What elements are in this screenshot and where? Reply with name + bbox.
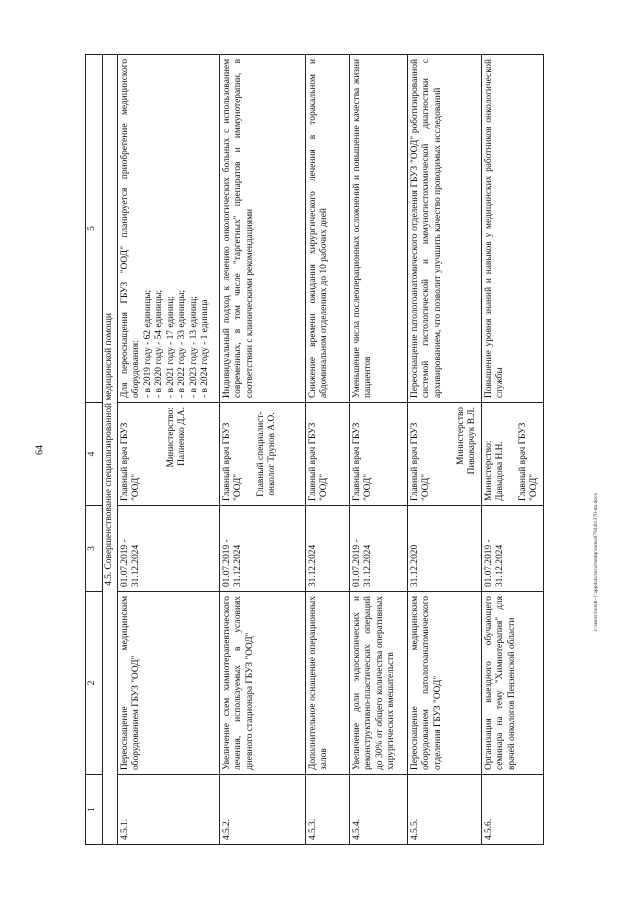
row-number: 4.5.5. — [407, 775, 481, 845]
result-cell — [117, 55, 219, 403]
column-number-row — [86, 55, 103, 845]
table-row — [481, 55, 543, 845]
result-item: - в 2024 году - 1 единица — [200, 299, 210, 398]
row-number: 4.5.3. — [305, 775, 349, 845]
responsible-cell — [117, 403, 219, 506]
responsible-main: Министерство: Давыдова Н.Н. — [483, 440, 505, 501]
measure-cell: Переоснащение медицинским оборудованием патологоанатомического отделения ГБУЗ "ООД" — [407, 592, 481, 775]
responsible-cell — [481, 403, 543, 506]
measure-cell: Увеличение схем химиотерапевтического лечения, используемых в условиях дневного стационара ГБУЗ "ООД" — [219, 592, 305, 775]
footer-file-path: c:\users\borsh~1\appdata\local\temp\notes87944b\370-nn.docx — [593, 492, 599, 632]
column-number: 3 — [86, 506, 103, 592]
action-plan-table — [85, 54, 544, 845]
result-cell: Уменьшение числа послеоперационных осложнений и повышение качества жизни пациентов — [349, 55, 407, 403]
column-number: 4 — [86, 403, 103, 506]
result-cell: Повышение уровня знаний и навыков у медицинских работников онкологической службы — [481, 55, 543, 403]
table-row — [407, 55, 481, 845]
responsible-cell: Главный врач ГБУЗ "ООД" — [349, 403, 407, 506]
page-number: 64 — [34, 445, 46, 455]
responsible-cell — [407, 403, 481, 506]
result-cell: Снижение времени ожидания хирургического лечения в торакальном и абдоминальном отделениях до 10 рабочих дней — [305, 55, 349, 403]
result-intro: Для переоснащения ГБУЗ "ООД" планируется приобретение медицинского оборудования: — [119, 59, 141, 398]
measure-cell: Дополнительное оснащение операционных залов — [305, 592, 349, 775]
result-item: - в 2020 году - 54 единицы; — [154, 289, 164, 398]
section-title: 4.5. Совершенствование специализированной медицинской помощи — [103, 55, 118, 845]
measure-cell: Увеличение доли эндоскопических и реконструктивно-пластических операций до 30% от общего количества оперативных хирургических вмешательств — [349, 592, 407, 775]
result-item: - в 2023 году - 13 единиц; — [188, 296, 199, 398]
column-number: 5 — [86, 55, 103, 403]
row-number: 4.5.4. — [349, 775, 407, 845]
row-number: 4.5.1. — [117, 775, 219, 845]
responsible-extra: Министерство: Палиенко Д.А. — [165, 407, 187, 468]
responsible-cell — [219, 403, 305, 506]
responsible-main: Главный врач ГБУЗ "ООД" — [409, 422, 431, 501]
responsible-main: Главный врач ГБУЗ "ООД" — [119, 422, 141, 501]
rotated-table-sheet — [85, 55, 539, 845]
responsible-extra: Министерство Пивоварчук В.Л. — [455, 407, 477, 475]
section-row — [103, 55, 118, 845]
responsible-main: Главный врач ГБУЗ "ООД" — [221, 422, 243, 501]
column-number: 1 — [86, 775, 103, 845]
period-cell: 01.07.2019 - 31.12.2024 — [219, 506, 305, 592]
responsible-extra: Главный специалист-онколог Трунов А.О. — [255, 411, 277, 497]
result-cell: Переоснащение патологоанатомического отделения ГБУЗ "ООД" роботизированной системой гистологической и иммуногистохимической диагностики с архивированием, что позволит улучшить качество проводимых исследований — [407, 55, 481, 403]
measure-cell: Организация выездного обучающего семинара на тему "Химиотерапия" для врачей онкологов Пензенской области — [481, 592, 543, 775]
result-item: - в 2019 году - 62 единицы; — [142, 289, 153, 398]
result-item: - в 2021 году - 17 единиц; — [165, 296, 176, 398]
result-cell: Индивидуальный подход к лечению онкологических больных с использованием современных, в том числе "таргетных" препаратов и иммунотерапии, в соответствии с клиническими рекомендациями — [219, 55, 305, 403]
period-cell: 01.07.2019 - 31.12.2024 — [349, 506, 407, 592]
period-cell: 31.12.2024 — [305, 506, 349, 592]
table-row — [117, 55, 219, 845]
row-number: 4.5.6. — [481, 775, 543, 845]
column-number: 2 — [86, 592, 103, 775]
responsible-cell: Главный врач ГБУЗ "ООД" — [305, 403, 349, 506]
period-cell: 31.12.2020 — [407, 506, 481, 592]
period-cell: 01.07.2019 - 31.12.2024 — [481, 506, 543, 592]
measure-cell: Переоснащение медицинским оборудованием ГБУЗ "ООД" — [117, 592, 219, 775]
table-row — [349, 55, 407, 845]
period-cell: 01.07.2019 - 31.12.2024 — [117, 506, 219, 592]
responsible-extra: Главный врач ГБУЗ "ООД" — [517, 422, 539, 501]
result-item: - в 2022 году - 33 единицы; — [177, 289, 187, 398]
table-row — [305, 55, 349, 845]
row-number: 4.5.2. — [219, 775, 305, 845]
table-row — [219, 55, 305, 845]
